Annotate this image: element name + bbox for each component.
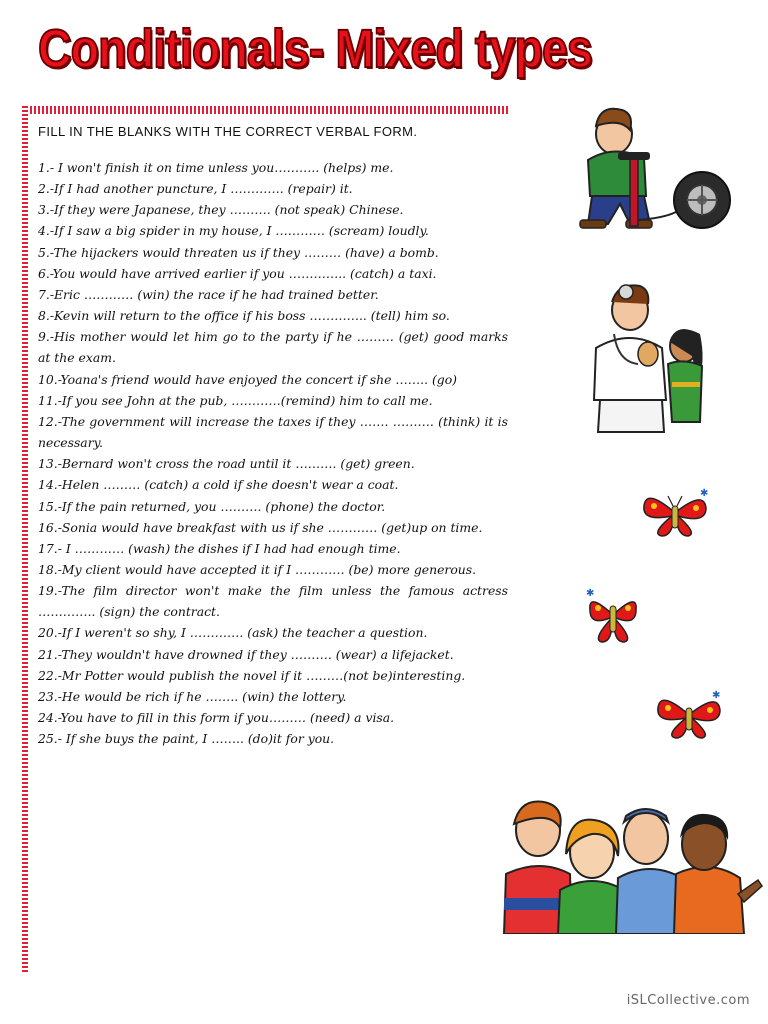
exercise-item: 6.-You would have arrived earlier if you ………….. (catch) a taxi. xyxy=(38,265,437,281)
exercise-item: 13.-Bernard won't cross the road until it ………. (get) green. xyxy=(38,456,415,472)
exercise-item: 14.-Helen ……… (catch) a cold if she doesn't wear a coat. xyxy=(38,477,399,493)
butterfly-icon xyxy=(640,486,710,540)
exercise-list xyxy=(38,157,508,749)
decorative-border-left xyxy=(22,106,28,974)
man-pumping-tire-illustration xyxy=(574,100,734,240)
exercise-item: 16.-Sonia would have breakfast with us if she ………… (get)up on time. xyxy=(38,519,483,535)
watermark-text: iSLCollective.com xyxy=(626,993,750,1008)
decorative-border-top xyxy=(22,106,510,114)
exercise-item: 3.-If they were Japanese, they ………. (not speak) Chinese. xyxy=(38,202,404,218)
exercise-item: 25.- If she buys the paint, I …….. (do)it for you. xyxy=(38,731,335,747)
exercise-item: 19.-The film director won't make the film unless the famous actress ………….. (sign) the contract. xyxy=(38,583,508,620)
exercise-item: 11.-If you see John at the pub, …………(remind) him to call me. xyxy=(38,392,433,408)
svg-text:✱: ✱ xyxy=(700,488,709,499)
svg-text:✱: ✱ xyxy=(586,588,595,599)
exercise-item: 2.-If I had another puncture, I …………. (repair) it. xyxy=(38,181,353,197)
exercise-item: 22.-Mr Potter would publish the novel if it ………(not be)interesting. xyxy=(38,667,466,683)
exercise-item: 5.-The hijackers would threaten us if they ……… (have) a bomb. xyxy=(38,244,439,260)
exercise-item: 9.-His mother would let him go to the party if he ……… (get) good marks at the exam. xyxy=(38,329,508,366)
exercise-item: 20.-If I weren't so shy, I …………. (ask) the teacher a question. xyxy=(38,625,428,641)
svg-text:✱: ✱ xyxy=(712,690,721,701)
exercise-item: 23.-He would be rich if he …….. (win) the lottery. xyxy=(38,688,347,704)
exercise-item: 8.-Kevin will return to the office if his boss ………….. (tell) him so. xyxy=(38,308,450,324)
exercise-item: 7.-Eric ………… (win) the race if he had trained better. xyxy=(38,286,379,302)
exercise-item: 4.-If I saw a big spider in my house, I ………… (scream) loudly. xyxy=(38,223,429,239)
butterfly-icon xyxy=(584,586,642,648)
children-group-illustration xyxy=(500,794,766,934)
doctor-with-girl-illustration xyxy=(588,272,720,438)
page-title: Conditionals- Mixed types xyxy=(38,19,592,79)
exercise-item: 15.-If the pain returned, you ………. (phone) the doctor. xyxy=(38,498,386,514)
exercise-item: 18.-My client would have accepted it if I ………… (be) more generous. xyxy=(38,561,477,577)
exercise-item: 12.-The government will increase the taxes if they ……. ………. (think) it is necessary. xyxy=(38,413,508,451)
exercise-item: 17.- I ………… (wash) the dishes if I had had enough time. xyxy=(38,540,401,556)
exercise-item: 10.-Yoana's friend would have enjoyed the concert if she …….. (go) xyxy=(38,371,458,387)
instructions: FILL IN THE BLANKS WITH THE CORRECT VERBAL FORM. xyxy=(38,124,418,139)
exercise-item: 1.- I won't finish it on time unless you……….. (helps) me. xyxy=(38,160,394,175)
butterfly-icon xyxy=(654,688,724,742)
exercise-item: 21.-They wouldn't have drowned if they ………. (wear) a lifejacket. xyxy=(38,646,454,662)
exercise-item: 24.-You have to fill in this form if you……… (need) a visa. xyxy=(38,710,395,726)
